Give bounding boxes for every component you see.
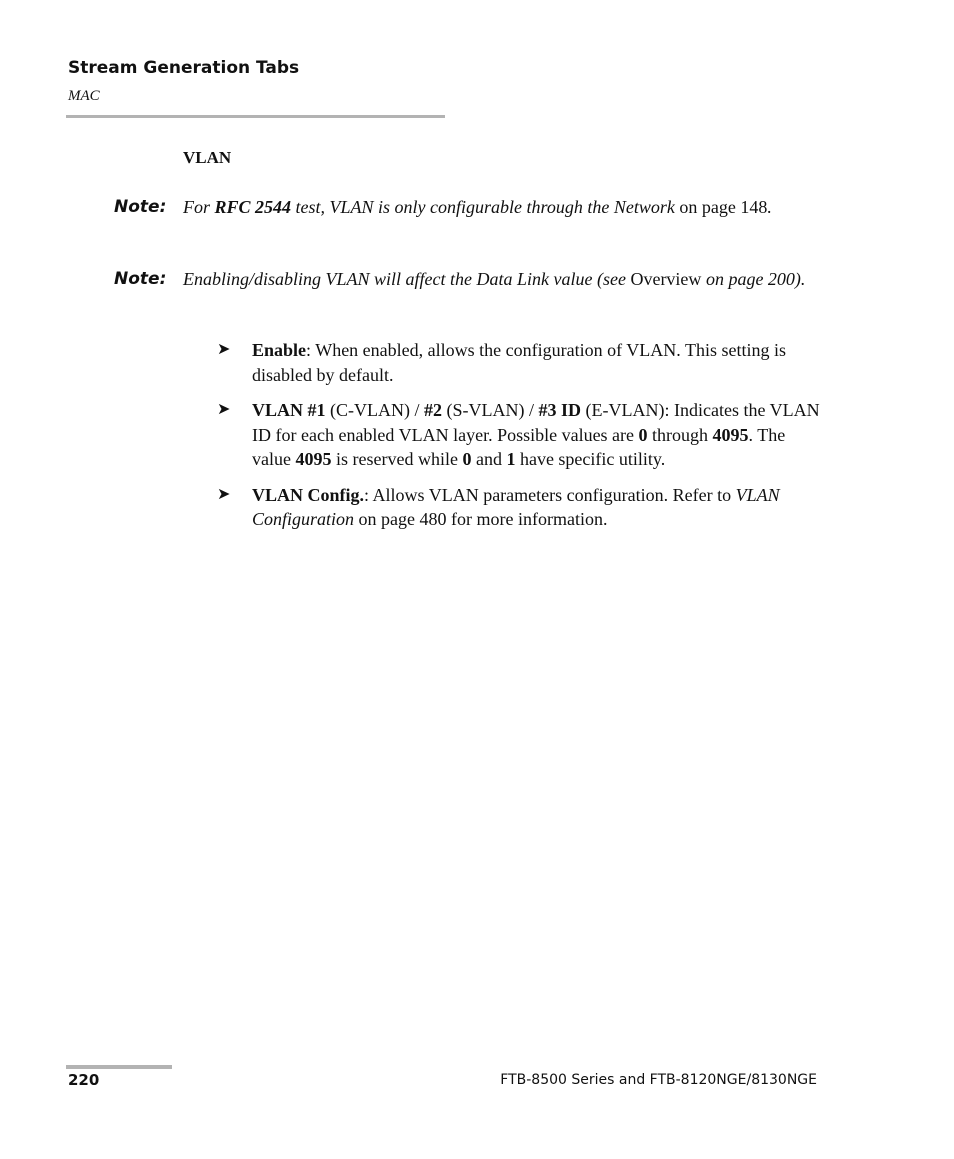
running-header-subtitle: MAC <box>68 88 100 104</box>
item-term: VLAN Config. <box>252 484 365 505</box>
note-label: Note: <box>114 269 167 289</box>
footer-divider <box>66 1065 172 1069</box>
section-heading: VLAN <box>183 148 232 167</box>
arrow-bullet-icon: ➤ <box>217 485 231 503</box>
link-vlan-configuration[interactable]: VLAN Configuration <box>252 484 780 529</box>
link-overview[interactable]: Overview <box>630 269 702 289</box>
bullet-list <box>217 338 827 543</box>
note-rfc2544 <box>114 195 834 219</box>
footer-product-name: FTB-8500 Series and FTB-8120NGE/8130NGE <box>500 1072 817 1088</box>
list-item-vlan-id: ➤ VLAN #1 (C-VLAN) / #2 (S-VLAN) / #3 ID (E-VLAN): Indicates the VLAN ID for each enabled VLAN layer. Possible values are 0 through 4095. The value 4095 is reserved while 0 and 1 have specific utility. <box>217 400 820 469</box>
note-label: Note: <box>114 197 167 217</box>
arrow-bullet-icon: ➤ <box>217 401 231 418</box>
page-number: 220 <box>68 1071 100 1089</box>
running-header-title: Stream Generation Tabs <box>68 58 300 78</box>
item-term: Enable <box>252 340 307 360</box>
arrow-bullet-icon: ➤ <box>217 341 231 358</box>
item-text: : When enabled, allows the configuration of VLAN. This setting is disabled by default. <box>252 340 786 385</box>
link-network[interactable]: Network <box>613 197 675 217</box>
note-data-link <box>114 267 834 291</box>
list-item-vlan-config: ➤ VLAN Config.: Allows VLAN parameters configuration. Refer to VLAN Configuration on page 480 for more information. <box>217 484 780 529</box>
list-item-enable <box>217 338 827 387</box>
header-divider <box>66 115 445 118</box>
note-text: Enabling/disabling VLAN will affect the Data Link value (see Overview on page 200). <box>183 269 806 289</box>
note-text: For RFC 2544 test, VLAN is only configurable through the Network on page 148. <box>183 197 772 217</box>
